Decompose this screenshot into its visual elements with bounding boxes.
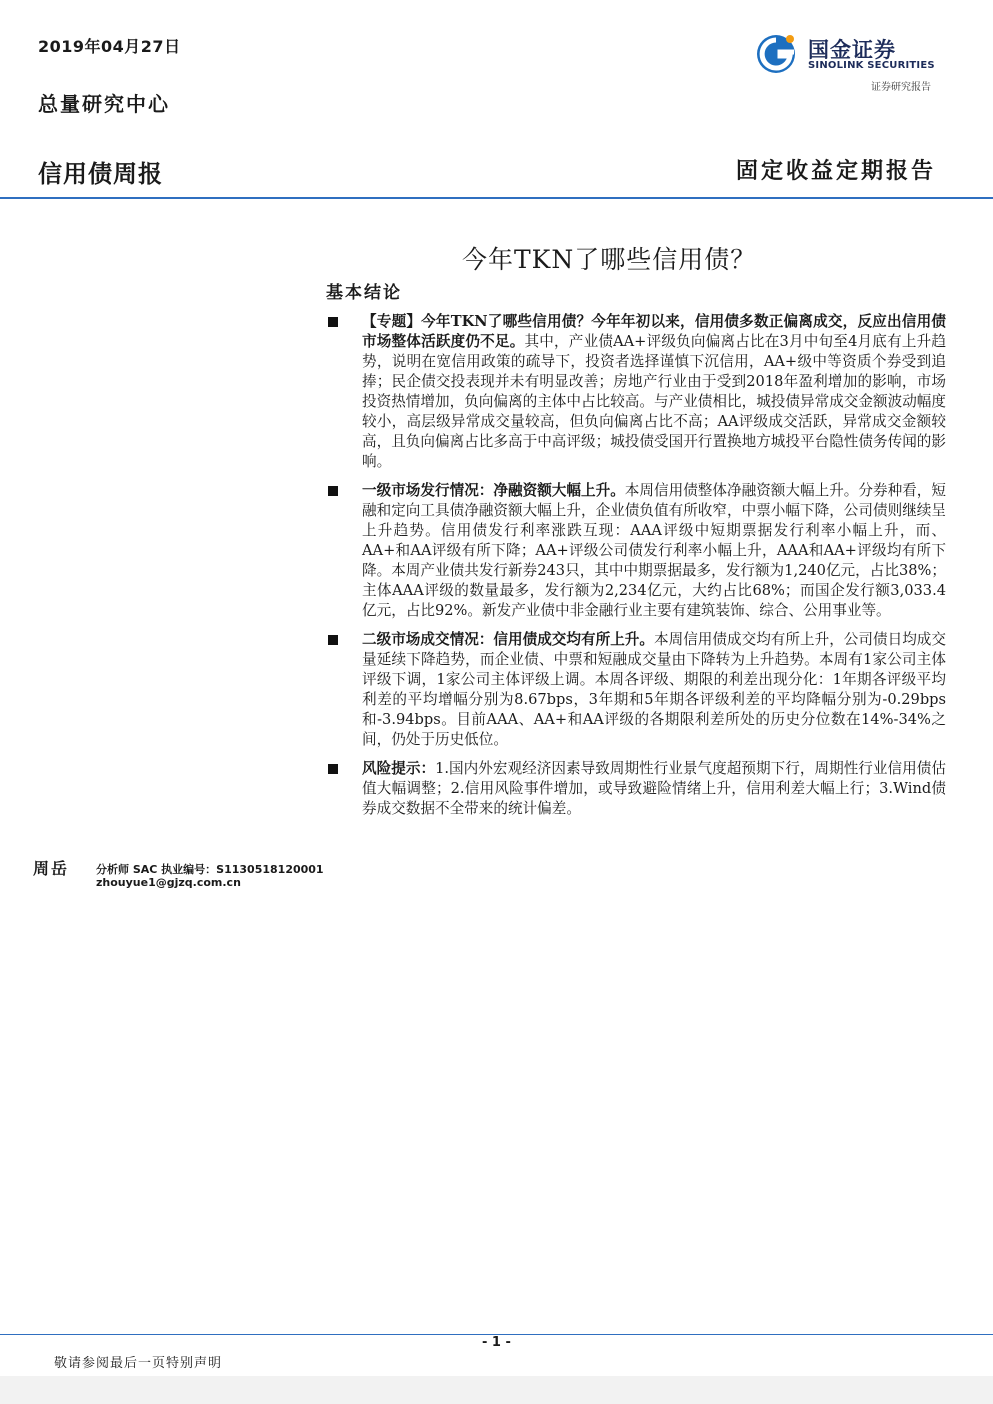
logo-subtitle: 证券研究报告 bbox=[871, 82, 931, 93]
bullet-lead: 一级市场发行情况：净融资额大幅上升。 bbox=[362, 482, 625, 499]
bullet-square-icon bbox=[328, 764, 338, 774]
report-category: 固定收益定期报告 bbox=[736, 158, 937, 184]
bullet-text: 1.国内外宏观经济因素导致周期性行业景气度超预期下行，周期性行业信用债估值大幅调整；2.信用风险事件增加，或导致避险情绪上升，信用利差大幅上行；3.Wind债券成交数据不全带来的统计偏差。 bbox=[362, 760, 946, 817]
footer-band bbox=[0, 1376, 993, 1404]
logo-name-cn: 国金证券 bbox=[808, 38, 896, 62]
analyst-email[interactable]: zhouyue1@gjzq.com.cn bbox=[96, 876, 241, 889]
bullet-lead: 【专题】今年TKN了哪些信用债？今年年初以来，信用债多数正偏离成交，反应出信用债市场整体活跃度仍不足。 bbox=[362, 313, 946, 350]
bullet-square-icon bbox=[328, 317, 338, 327]
page-number: - 1 - bbox=[482, 1335, 511, 1350]
bullet-text: 本周信用债整体净融资额大幅上升。分券种看，短融和定向工具债净融资额大幅上升，企业债负值有所收窄，中票小幅下降，公司债则继续呈上升趋势。信用债发行利率涨跌互现：AAA评级中短期票据发行利率小幅上升，而、AA+和AA评级有所下降；AA+评级公司债发行利率小幅上升，AAA和AA+评级均有所下降。本周产业债共发行新券243只，其中中期票据最多，发行额为1,240亿元，占比38%；主体AAA评级的数量最多，发行额为2,234亿元，大约占比68%；而国企发行额3,033.4亿元，占比92%。新发产业债中非金融行业主要有建筑装饰、综合、公用事业等。 bbox=[362, 482, 946, 619]
bullet-square-icon bbox=[328, 635, 338, 645]
logo-name-en: SINOLINK SECURITIES bbox=[808, 60, 935, 71]
main-title: 今年TKN了哪些信用债？ bbox=[462, 245, 757, 274]
bullet-text: 本周信用债成交均有所上升，公司债日均成交量延续下降趋势，而企业债、中票和短融成交量由下降转为上升趋势。本周有1家公司主体评级下调，1家公司主体评级上调。本周各评级、期限的利差出现分化：1年期各评级平均利差的平均增幅分别为8.67bps，3年期和5年期各评级利差的平均降幅分别为-0.29bps和-3.94bps。目前AAA、AA+和AA评级的各期限利差所处的历史分位数在14%-34%之间，仍处于历史低位。 bbox=[362, 631, 946, 748]
list-item bbox=[326, 481, 946, 621]
list-item bbox=[326, 759, 946, 819]
section-heading: 基本结论 bbox=[326, 283, 402, 303]
analyst-cert-number: 分析师 SAC 执业编号：S1130518120001 bbox=[96, 863, 324, 876]
footer-disclaimer: 敬请参阅最后一页特别声明 bbox=[54, 1356, 223, 1371]
list-item bbox=[326, 312, 946, 472]
report-type: 信用债周报 bbox=[38, 160, 163, 188]
bullet-lead: 二级市场成交情况：信用债成交均有所上升。 bbox=[362, 631, 654, 648]
report-date: 2019年04月27日 bbox=[38, 37, 181, 56]
bullet-text: 其中，产业债AA+评级负向偏离占比在3月中旬至4月底有上升趋势，说明在宽信用政策的疏导下，投资者选择谨慎下沉信用，AA+级中等资质个券受到追捧；民企债交投表现并未有明显改善；房地产行业由于受到2018年盈利增加的影响，市场投资热情增加，负向偏离的主体中占比较高。与产业债相比，城投债异常成交金额波动幅度较小，高层级异常成交量较高，但负向偏离占比不高；AA评级成交活跃，异常成交金额较高，且负向偏离占比多高于中高评级；城投债受国开行置换地方城投平台隐性债务传闻的影响。 bbox=[362, 333, 946, 470]
analyst-name: 周岳 bbox=[33, 859, 70, 878]
header-divider bbox=[0, 197, 993, 199]
bullet-lead: 风险提示： bbox=[362, 760, 436, 777]
list-item bbox=[326, 630, 946, 750]
research-center-name: 总量研究中心 bbox=[38, 92, 170, 116]
bullet-square-icon bbox=[328, 486, 338, 496]
key-conclusions-list bbox=[326, 312, 946, 828]
